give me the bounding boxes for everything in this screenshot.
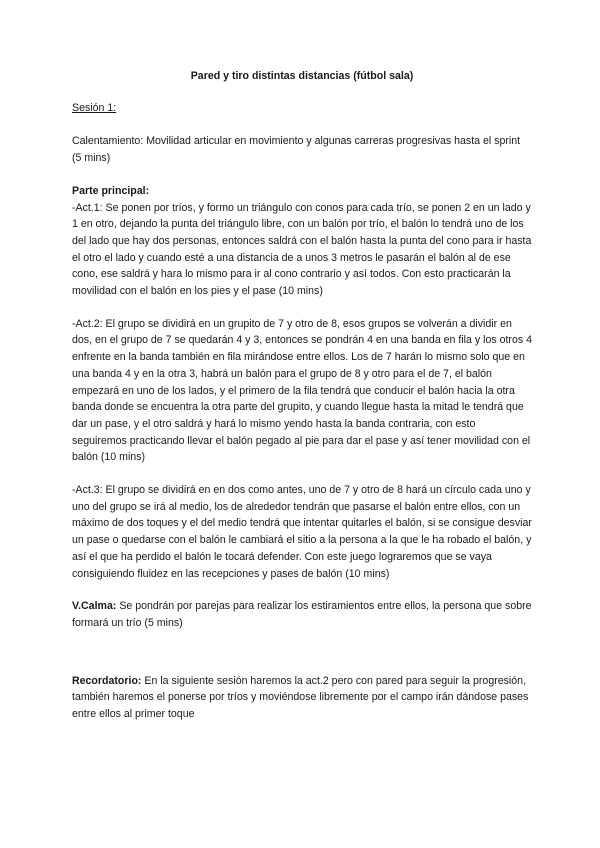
cooldown-text: Se pondrán por parejas para realizar los estiramientos entre ellos, la persona que sobre formará un trío (5 mins): [72, 600, 532, 629]
cooldown-label: V.Calma:: [72, 600, 117, 613]
reminder-text: En la siguiente sesión haremos la act.2 pero con pared para seguir la progresión, también haremos el ponerse por tríos y moviéndose libremente por el campo irán dándose pases entre ellos al primer toque: [72, 674, 529, 721]
activity-3-paragraph: -Act.3: El grupo se dividirá en en dos como antes, uno de 7 y otro de 8 hará un círculo cada uno y uno del grupo se irá al medio, los de alrededor tendrán que pasarse el balón entre ellos, con un máximo de dos toques y el del medio tendrá que intentar quitarles el balón, si se consigue desviar un pase o quedarse con el balón le cambiará el sitio a la persona a la que le ha robado el balón, y así el que ha perdido el balón le tocará defender. Con este juego lograremos que se vaya consiguiendo fluidez en las recepciones y pases de balón (10 mins): [72, 484, 532, 580]
reminder-paragraph: [72, 673, 532, 723]
reminder-label: Recordatorio:: [72, 674, 142, 687]
session-heading: Sesión 1:: [72, 101, 117, 114]
cooldown-paragraph: [72, 598, 532, 631]
activity-2-paragraph: -Act.2: El grupo se dividirá en un grupito de 7 y otro de 8, esos grupos se volverán a dividir en dos, en el grupo de 7 se quedarán 4 y 3, entonces se pondrán 4 en una banda en fila y los otros 4 enfrente en la banda también en fila mirándose entre ellos. Los de 7 harán lo mismo solo que en una banda 4 y en la otra 3, habrá un balón para el grupo de 8 y otro para el de 7, el balón empezará en uno de los lados, y el primero de la fila tendrá que conducir el balón hacia la otra banda donde se encuentra la otra parte del grupito, y cuando llegue hasta la mitad le tendrá que dar un pase, y el otro saldrá y hará lo mismo yendo hasta la banda contraria, con esto seguiremos practicando llevar el balón pegado al pie para dar el pase y así tener movilidad con el balón (10 mins): [72, 317, 532, 464]
warmup-paragraph: Calentamiento: Movilidad articular en movimiento y algunas carreras progresivas hasta el sprint (5 mins): [72, 135, 521, 165]
main-heading: Parte principal:: [72, 184, 150, 197]
document-title: Pared y tiro distintas distancias (fútbol sala): [190, 70, 414, 82]
activity-1-paragraph: -Act.1: Se ponen por tríos, y formo un triángulo con conos para cada trío, se ponen 2 en un lado y 1 en otro, dejando la punta del triángulo libre, con un balón por trío, el balón lo tendrá uno de los del lado que hay dos personas, entonces saldrá con el balón hasta la punta del cono para ir hasta el otro el lado y cuando esté a una distancia de a unos 3 metros le pasarán el balón al de ese cono, ese saldrá y hara lo mismo para ir al cono contrario y así todos. Con esto practicarán la movilidad con el balón en los pies y el pase (10 mins): [72, 201, 532, 298]
main-section: [72, 183, 532, 300]
document-page: [72, 68, 532, 723]
